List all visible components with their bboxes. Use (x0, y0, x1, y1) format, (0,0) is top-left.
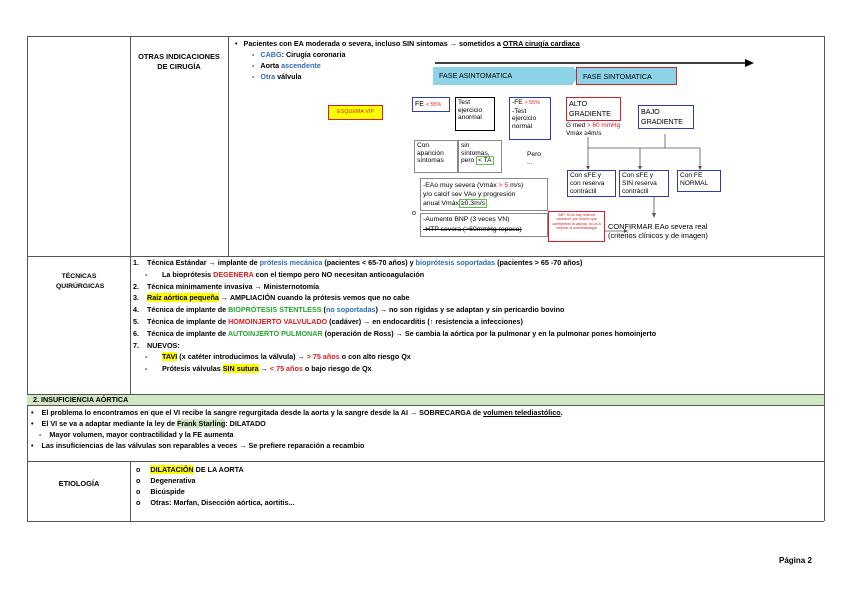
insuficiencia-heading: 2. INSUFICIENCIA AÓRTICA (33, 395, 129, 404)
etiologia-label: ETIOLOGÍA (58, 479, 100, 488)
esquema-vip-badge: ESQUEMA VIP (328, 105, 383, 120)
etiologia-item-2: o Degenerativa (136, 476, 196, 485)
tecnica-item: 7. NUEVOS: (133, 340, 180, 350)
insuficiencia-bullet-1: • El problema lo encontramos en que el VI recibe la sangre regurgitada desde la aorta y la sangre desde la AI → SOBRECARGA de volumen telediastólico. (31, 408, 563, 417)
bnp-htp-box: -Aumento BNP (3 veces VN) -HTP severa (>60mmHg reposo) (420, 213, 548, 237)
tecnica-item: 6. Técnica de implante de AUTOINJERTO PULMONAR (operación de Ross) → Se cambia la aórtica por la pulmonar y en la pulmonar pones homoinjerto (133, 328, 657, 338)
page-number: Página 2 (779, 556, 812, 565)
fe-high-box: -FE > 55% -Test ejercicio normal (509, 97, 551, 140)
insuficiencia-bullet-2: • El VI se va a adaptar mediante la ley de Frank Starling: DILATADO (31, 419, 266, 428)
insuficiencia-header (27, 395, 824, 405)
etiologia-item-4: o Otras: Marfan, Disección aórtica, aortitis... (136, 498, 295, 507)
etiologia-item-1: o DILATACIÓN DE LA AORTA (136, 465, 244, 474)
sub-item-valvula: - Otra válvula (252, 72, 302, 81)
tecnicas-label: TÉCNICAS QUIRÚRGICAS (56, 273, 105, 290)
alto-gradiente-box: ALTO GRADIENTE (566, 97, 621, 121)
tecnica-item: 5. Técnica de implante de HOMOINJERTO VALVULADO (cadáver) → en endocarditis (↑ resistencia a infecciones) (133, 317, 523, 326)
phase-sintomatica: FASE SINTOMATICA (576, 67, 677, 85)
otras-link-text: OTRA cirugía cardiaca (502, 39, 580, 48)
imp-note-box: IMP: Si no hay reserva contráctil, por mucho que cambiemos la válvula, no va a mejorar la sintomatología (548, 211, 605, 242)
otras-indicaciones-label: OTRAS INDICACIONES DE CIRUGÍA (138, 52, 220, 71)
phase-asintomatica: FASE ASINTOMATICA (433, 67, 573, 85)
alto-gradiente-sub1: G med > 60 mmHg (566, 122, 621, 129)
fe-sin-reserva-box: Con ≤FE y SIN reserva contráctil (619, 170, 669, 197)
bajo-gradiente-box: BAJO GRADIENTE (638, 105, 694, 129)
fe-reserva-contractil-box: Con ≤FE y con reserva contráctil (567, 170, 616, 197)
o-connector-label: o (412, 210, 416, 217)
alto-gradiente-sub2: Vmáx ≥4m/s (566, 130, 602, 137)
tecnica-item: - TAVI (x catéter introducimos la válvula) → > 75 años o con alto riesgo Qx (145, 352, 411, 362)
tecnica-item: - Prótesis válvulas SIN sutura → < 75 años o bajo riesgo de Qx (145, 364, 372, 374)
tecnica-item: - La bioprótesis DEGENERA con el tiempo pero NO necesitan anticoagulación (145, 269, 425, 279)
tecnica-item: 4. Técnica de implante de BIOPRÓTESIS STENTLESS (no soportadas) → no son rígidas y se adaptan y sin pericardio bovino (133, 305, 565, 315)
fe-normal-box: Con FE NORMAL (677, 170, 721, 192)
pero-note: Pero ... (527, 151, 541, 166)
test-anormal-box: Test ejercicio anormal (455, 97, 495, 131)
tecnica-item: 2. Técnica mínimamente invasiva → Ministernotomía (133, 281, 320, 291)
etiologia-item-3: o Bicúspide (136, 487, 185, 496)
tecnica-item: 1. Técnica Estándar → implante de prótesis mecánica (pacientes < 65-70 años) y bioprótesis soportadas (pacientes > 65 -70 años) (133, 258, 583, 267)
tecnica-item: 3. Raíz aórtica pequeña → AMPLIACIÓN cuando la prótesis vemos que no cabe (133, 293, 410, 303)
insuficiencia-sub-1: - Mayor volumen, mayor contractilidad y la FE aumenta (39, 430, 234, 439)
sub-item-aorta: - Aorta ascendente (252, 61, 321, 70)
otras-text: Pacientes con EA moderada o severa, incluso SIN síntomas → sometidos a (243, 39, 501, 48)
confirmar-text: CONFIRMAR EAo severa real (criterios clínicos y de imagen) (608, 222, 708, 240)
eao-severa-box: -EAo muy severa (Vmáx > 5 m/s) y/o calcif sev VAo y progresión anual Vmáx ≥0.3m/s (420, 178, 548, 211)
bullet-icon: • (235, 39, 238, 48)
con-aparicion-box: Con aparición síntomas (414, 140, 458, 173)
fe-low-box: FE < 55% (412, 97, 450, 112)
sin-sintomas-box: sin síntomas, pero < TA (458, 140, 502, 173)
sub-item-cabg: - CABG: Cirugía coronaria (252, 50, 346, 59)
insuficiencia-bullet-3: • Las insuficiencias de las válvulas son reparables a veces → Se prefiere reparación a recambio (31, 441, 365, 450)
